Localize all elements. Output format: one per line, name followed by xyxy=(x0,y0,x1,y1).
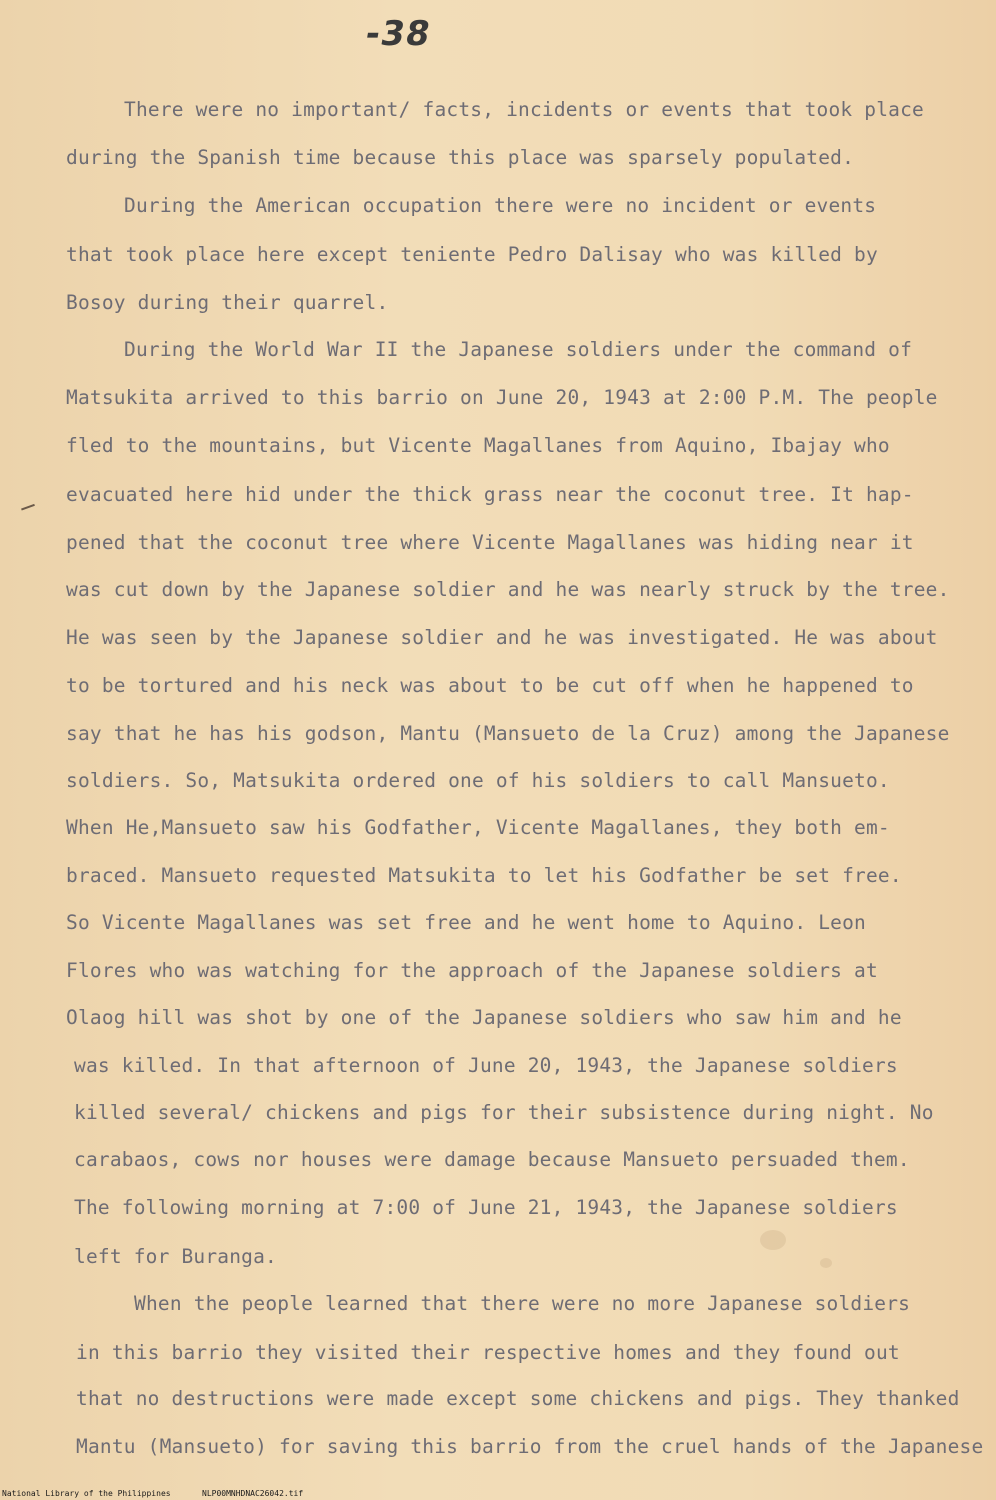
text-line: that no destructions were made except some chickens and pigs. They thanked xyxy=(76,1387,960,1410)
footer-library: National Library of the Philippines xyxy=(2,1489,171,1498)
text-line: Mantu (Mansueto) for saving this barrio from the cruel hands of the Japanese xyxy=(76,1435,984,1458)
text-line: say that he has his godson, Mantu (Mansueto de la Cruz) among the Japanese xyxy=(66,722,950,745)
page-number: -38 xyxy=(362,14,434,54)
paper-stain xyxy=(820,1258,832,1268)
text-line: was killed. In that afternoon of June 20, 1943, the Japanese soldiers xyxy=(74,1054,898,1077)
text-line: The following morning at 7:00 of June 21, 1943, the Japanese soldiers xyxy=(74,1196,898,1219)
footer-filename: NLP00MNHDNAC26042.tif xyxy=(202,1489,304,1498)
text-line: Matsukita arrived to this barrio on June 20, 1943 at 2:00 P.M. The people xyxy=(66,386,938,409)
text-line: When the people learned that there were no more Japanese soldiers xyxy=(134,1292,911,1315)
text-line: Flores who was watching for the approach of the Japanese soldiers at xyxy=(66,959,878,982)
text-line: There were no important/ facts, incidents or events that took place xyxy=(124,98,924,121)
text-line: that took place here except teniente Pedro Dalisay who was killed by xyxy=(66,243,878,266)
text-line: fled to the mountains, but Vicente Magallanes from Aquino, Ibajay who xyxy=(66,434,890,457)
margin-mark xyxy=(21,504,37,516)
text-line: During the World War II the Japanese soldiers under the command of xyxy=(124,338,913,361)
text-line: was cut down by the Japanese soldier and he was nearly struck by the tree. xyxy=(66,578,950,601)
text-line: Olaog hill was shot by one of the Japanese soldiers who saw him and he xyxy=(66,1006,902,1029)
text-line: killed several/ chickens and pigs for their subsistence during night. No xyxy=(74,1101,934,1124)
text-line: carabaos, cows nor houses were damage because Mansueto persuaded them. xyxy=(74,1148,910,1171)
text-line: soldiers. So, Matsukita ordered one of his soldiers to call Mansueto. xyxy=(66,769,890,792)
text-line: evacuated here hid under the thick grass near the coconut tree. It hap- xyxy=(66,483,914,506)
text-line: When He,Mansueto saw his Godfather, Vicente Magallanes, they both em- xyxy=(66,816,890,839)
text-line: He was seen by the Japanese soldier and he was investigated. He was about xyxy=(66,626,938,649)
paper-stain xyxy=(760,1230,786,1250)
text-line: braced. Mansueto requested Matsukita to let his Godfather be set free. xyxy=(66,864,902,887)
text-line: So Vicente Magallanes was set free and he went home to Aquino. Leon xyxy=(66,911,866,934)
text-line: Bosoy during their quarrel. xyxy=(66,291,389,314)
text-line: during the Spanish time because this place was sparsely populated. xyxy=(66,146,855,169)
text-line: to be tortured and his neck was about to be cut off when he happened to xyxy=(66,674,914,697)
text-line: left for Buranga. xyxy=(74,1245,277,1268)
scan-footer xyxy=(0,1488,996,1500)
text-line: in this barrio they visited their respective homes and they found out xyxy=(76,1341,900,1364)
text-line: During the American occupation there were no incident or events xyxy=(124,194,877,217)
text-line: pened that the coconut tree where Vicente Magallanes was hiding near it xyxy=(66,531,914,554)
